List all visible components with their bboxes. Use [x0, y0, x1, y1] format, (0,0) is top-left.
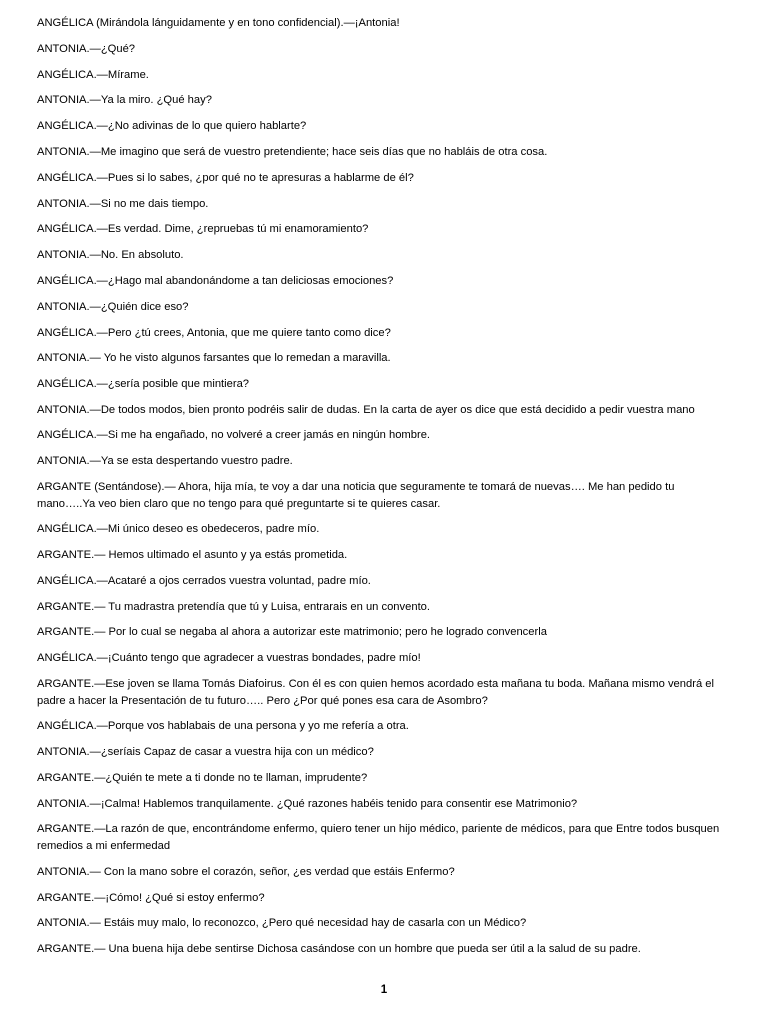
- dialogue-line: ANGÉLICA.—Acataré a ojos cerrados vuestra voluntad, padre mío.: [37, 574, 371, 587]
- dialogue-line: ANGÉLICA.—Es verdad. Dime, ¿repruebas tú mi enamoramiento?: [37, 223, 369, 236]
- dialogue-line: ANTONIA.—Ya la miro. ¿Qué hay?: [37, 94, 212, 107]
- dialogue-line: ANTONIA.—No. En absoluto.: [37, 249, 184, 262]
- dialogue-line: ANTONIA.—De todos modos, bien pronto podréis salir de dudas. En la carta de ayer os dice que está decidido a pedir vuestra mano: [37, 403, 695, 416]
- dialogue-line: ANTONIA.—¿Quién dice eso?: [37, 300, 189, 313]
- dialogue-line: ANGÉLICA (Mirándola lánguidamente y en tono confidencial).—¡Antonia!: [37, 17, 400, 29]
- dialogue-line: ANGÉLICA.—Pero ¿tú crees, Antonia, que me quiere tanto como dice?: [37, 326, 391, 339]
- dialogue-line: ARGANTE.—La razón de que, encontrándome enfermo, quiero tener un hijo médico, pariente de médicos, para que Entre todos busquen remedios a mi enfermedad: [37, 823, 720, 853]
- dialogue-line: ANTONIA.—Si no me dais tiempo.: [37, 197, 209, 210]
- dialogue-line: ANGÉLICA.—¿sería posible que mintiera?: [37, 378, 250, 391]
- dialogue-text: [37, 15, 727, 967]
- page-number: 1: [380, 984, 388, 996]
- dialogue-line: ANGÉLICA.—Porque vos hablabais de una persona y yo me refería a otra.: [37, 720, 409, 733]
- dialogue-line: ANTONIA.— Estáis muy malo, lo reconozco, ¿Pero qué necesidad hay de casarla con un Médico?: [37, 917, 527, 930]
- dialogue-line: ANTONIA.—¿seríais Capaz de casar a vuestra hija con un médico?: [37, 746, 374, 759]
- dialogue-line: ANGÉLICA.—Mi único deseo es obedeceros, padre mío.: [37, 523, 320, 536]
- dialogue-line: ANGÉLICA.—¡Cuánto tengo que agradecer a vuestras bondades, padre mío!: [37, 652, 421, 665]
- dialogue-line: ANTONIA.—¿Qué?: [37, 42, 136, 55]
- dialogue-line: ARGANTE.—Ese joven se llama Tomás Diafoirus. Con él es con quien hemos acordado esta mañana tu boda. Mañana mismo vendrá el padre a hacer la Presentación de tu futuro….. Pero ¿Por qué pones esa cara de Asombro?: [37, 677, 714, 707]
- dialogue-line: ANTONIA.—Ya se esta despertando vuestro padre.: [37, 455, 293, 468]
- dialogue-line: ARGANTE.— Tu madrastra pretendía que tú y Luisa, entrarais en un convento.: [37, 600, 431, 613]
- dialogue-line: ANGÉLICA.—¿No adivinas de lo que quiero hablarte?: [37, 120, 307, 133]
- dialogue-line: ANGÉLICA.—Si me ha engañado, no volveré a creer jamás en ningún hombre.: [37, 429, 431, 442]
- dialogue-line: ARGANTE.— Por lo cual se negaba al ahora a autorizar este matrimonio; pero he logrado convencerla: [37, 626, 547, 639]
- dialogue-line: ANTONIA.— Yo he visto algunos farsantes que lo remedan a maravilla.: [37, 352, 391, 365]
- dialogue-line: ANGÉLICA.—¿Hago mal abandonándome a tan deliciosas emociones?: [37, 274, 394, 287]
- dialogue-line: ANGÉLICA.—Mírame.: [37, 68, 149, 81]
- dialogue-line: ARGANTE.— Hemos ultimado el asunto y ya estás prometida.: [37, 548, 348, 561]
- dialogue-line: ANGÉLICA.—Pues si lo sabes, ¿por qué no te apresuras a hablarme de él?: [37, 171, 414, 184]
- dialogue-line: ANTONIA.—Me imagino que será de vuestro pretendiente; hace seis días que no habláis de otra cosa.: [37, 145, 548, 158]
- dialogue-line: ARGANTE.—¿Quién te mete a ti donde no te llaman, imprudente?: [37, 771, 368, 784]
- dialogue-line: ARGANTE.—¡Cómo! ¿Qué si estoy enfermo?: [37, 891, 265, 904]
- dialogue-line: ANTONIA.—¡Calma! Hablemos tranquilamente. ¿Qué razones habéis tenido para consentir ese Matrimonio?: [37, 797, 578, 810]
- dialogue-line: ARGANTE.— Una buena hija debe sentirse Dichosa casándose con un hombre que pueda ser útil a la salud de su padre.: [37, 943, 641, 956]
- dialogue-line: ARGANTE (Sentándose).— Ahora, hija mía, te voy a dar una noticia que seguramente te tomará de nuevas…. Me han pedido tu mano…..Ya veo bien claro que no tengo para qué preguntarte si te quieres casar.: [37, 480, 675, 510]
- dialogue-line: ANTONIA.— Con la mano sobre el corazón, señor, ¿es verdad que estáis Enfermo?: [37, 865, 455, 878]
